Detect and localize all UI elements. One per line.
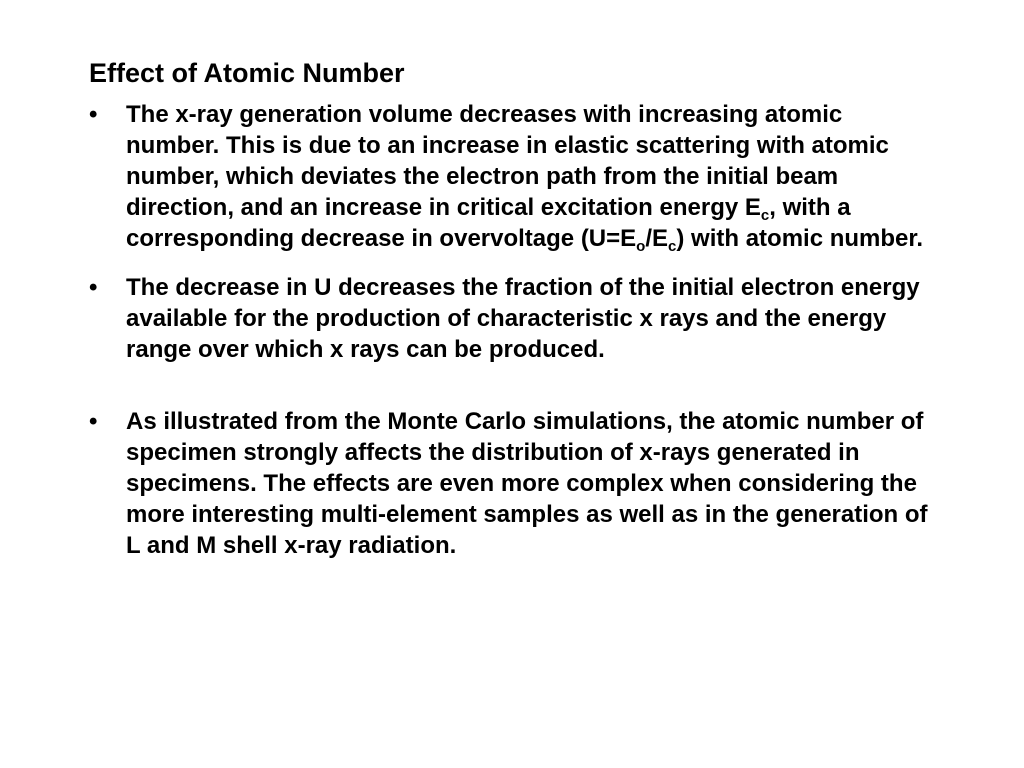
subscript-c: c: [668, 238, 677, 255]
bullet-dot-icon: •: [89, 101, 98, 128]
subscript-o: o: [636, 238, 646, 255]
bullet-item-generation-volume: [89, 99, 939, 254]
bullet-text: As illustrated from the Monte Carlo simulations, the atomic number of specimen strongly affects the distribution of x-rays generated in specimens. The effects are even more complex when considering the more interesting multi-element samples as well as in the generation of L and M shell x-ray radiation.: [126, 408, 928, 559]
bullet-list: [89, 99, 939, 561]
subscript-c: c: [760, 207, 770, 224]
bullet-text: [126, 101, 924, 255]
bullet-item-monte-carlo: [89, 406, 939, 561]
bullet-item-overvoltage: [89, 272, 939, 365]
bullet-text-part: ) with atomic number.: [676, 225, 924, 252]
bullet-dot-icon: •: [89, 274, 98, 301]
bullet-text-part: The x-ray generation volume decreases with increasing atomic number. This is due to an increase in elastic scattering with atomic number, which deviates the electron path from the initial beam direction, and an increase in critical excitation energy E: [126, 101, 889, 221]
bullet-text: The decrease in U decreases the fraction of the initial electron energy available for the production of characteristic x rays and the energy range over which x rays can be produced.: [126, 274, 920, 363]
bullet-text-part: , with a corresponding decrease in overvoltage (U=E: [126, 194, 851, 252]
bullet-dot-icon: •: [89, 408, 98, 435]
slide-title: Effect of Atomic Number: [89, 58, 405, 88]
bullet-text-part: /E: [645, 225, 669, 252]
